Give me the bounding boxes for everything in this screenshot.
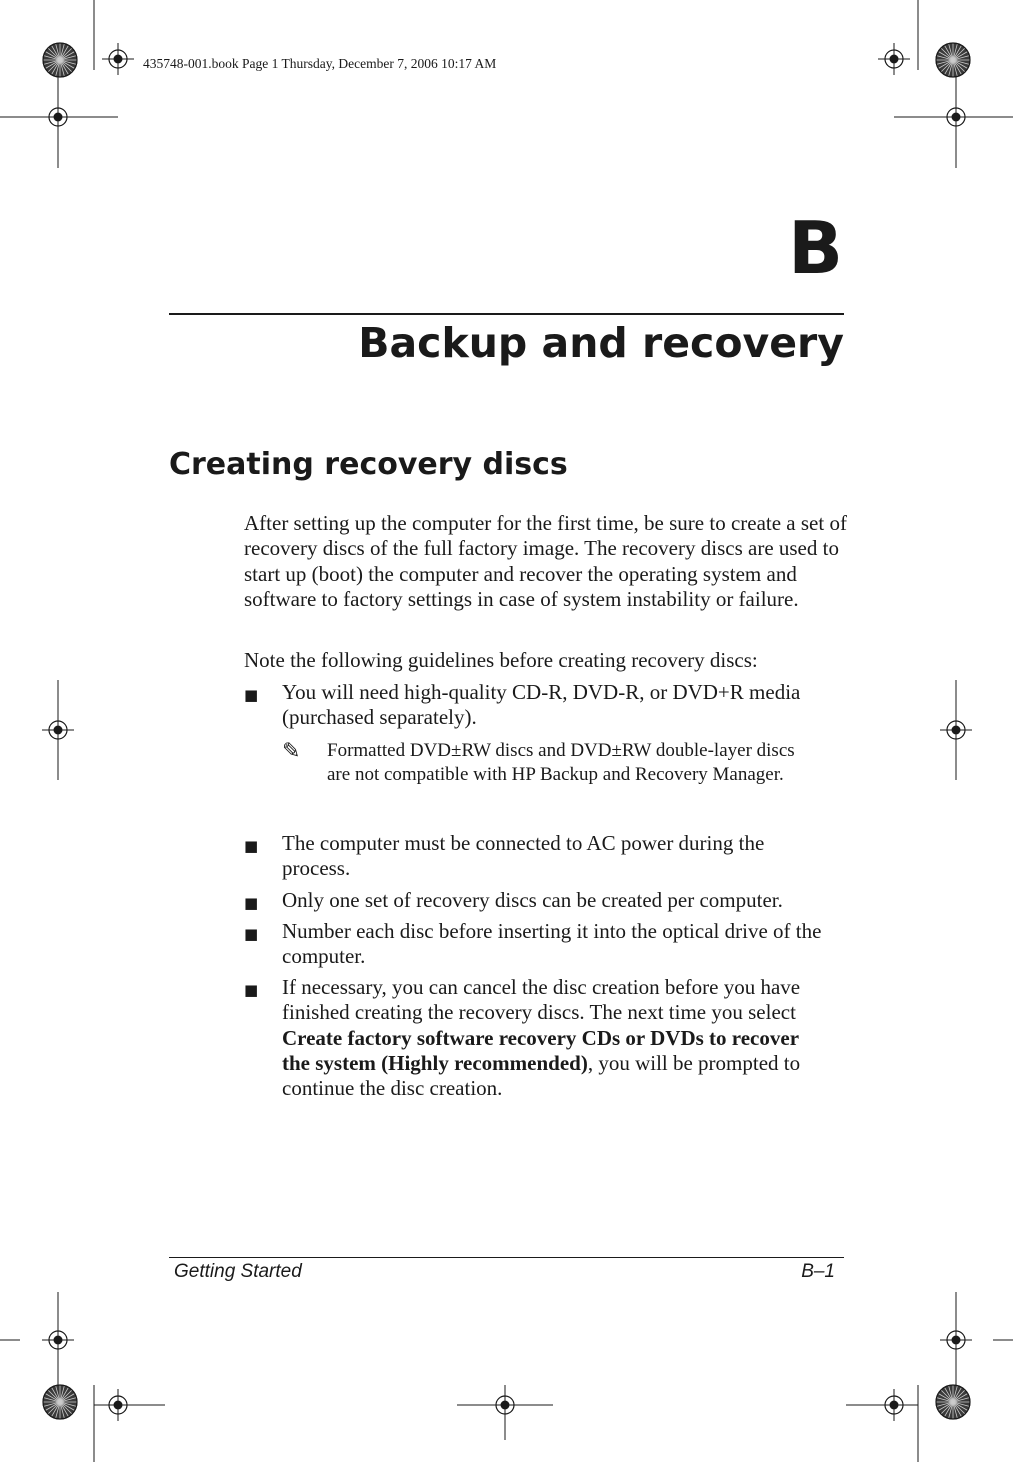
registration-target-icon	[940, 1324, 972, 1356]
guidelines-lead: Note the following guidelines before creating recovery discs:	[244, 648, 758, 672]
chapter-title: Backup and recovery	[358, 319, 844, 367]
list-item: You will need high-quality CD-R, DVD-R, or DVD+R media (purchased separately).	[282, 680, 801, 730]
footer-rule	[169, 1257, 844, 1258]
registration-target-icon	[940, 101, 972, 133]
registration-target-icon	[489, 1389, 521, 1421]
footer-book-title: Getting Started	[174, 1261, 302, 1282]
footer-page-number: B–1	[801, 1261, 835, 1282]
list-item: The computer must be connected to AC power during the process.	[282, 831, 765, 881]
registration-target-icon	[42, 714, 74, 746]
registration-target-icon	[878, 43, 910, 75]
menu-option-name: Create factory software recovery CDs or DVDs to recover the system (Highly recommended)	[282, 1025, 799, 1075]
intro-paragraph: After setting up the computer for the first time, be sure to create a set of recovery discs of the full factory image. The recovery discs are used to start up (boot) the computer and recover the operating system and software to factory settings in case of system instability or failure.	[244, 511, 847, 611]
list-item	[282, 975, 812, 1101]
chapter-letter: B	[788, 206, 843, 290]
list-item-text: If necessary, you can cancel the disc creation before you have finished creating the recovery discs. The next time you select	[282, 975, 801, 1025]
color-starburst-icon	[43, 43, 77, 77]
print-slug: 435748-001.book Page 1 Thursday, December 7, 2006 10:17 AM	[143, 56, 497, 71]
bullet-square-icon: ■	[244, 925, 259, 943]
section-heading: Creating recovery discs	[169, 447, 568, 482]
bullet-square-icon: ■	[244, 686, 259, 704]
bullet-square-icon: ■	[244, 894, 259, 912]
list-item: Only one set of recovery discs can be created per computer.	[282, 888, 783, 912]
registration-target-icon	[878, 1389, 910, 1421]
registration-target-icon	[940, 714, 972, 746]
color-starburst-icon	[43, 1385, 77, 1419]
registration-target-icon	[42, 101, 74, 133]
chapter-rule	[169, 313, 844, 315]
registration-target-icon	[42, 1324, 74, 1356]
registration-target-icon	[102, 43, 134, 75]
bullet-square-icon: ■	[244, 837, 259, 855]
color-starburst-icon	[936, 1385, 970, 1419]
color-starburst-icon	[936, 43, 970, 77]
pencil-icon: ✎	[282, 739, 301, 764]
note-text: Formatted DVD±RW discs and DVD±RW double-layer discs are not compatible with HP Backup and Recovery Manager.	[327, 740, 795, 785]
list-item: Number each disc before inserting it into the optical drive of the computer.	[282, 919, 822, 969]
list-item-text: , you will be prompted to continue the disc creation.	[282, 1050, 801, 1101]
bullet-square-icon: ■	[244, 981, 259, 999]
registration-target-icon	[102, 1389, 134, 1421]
